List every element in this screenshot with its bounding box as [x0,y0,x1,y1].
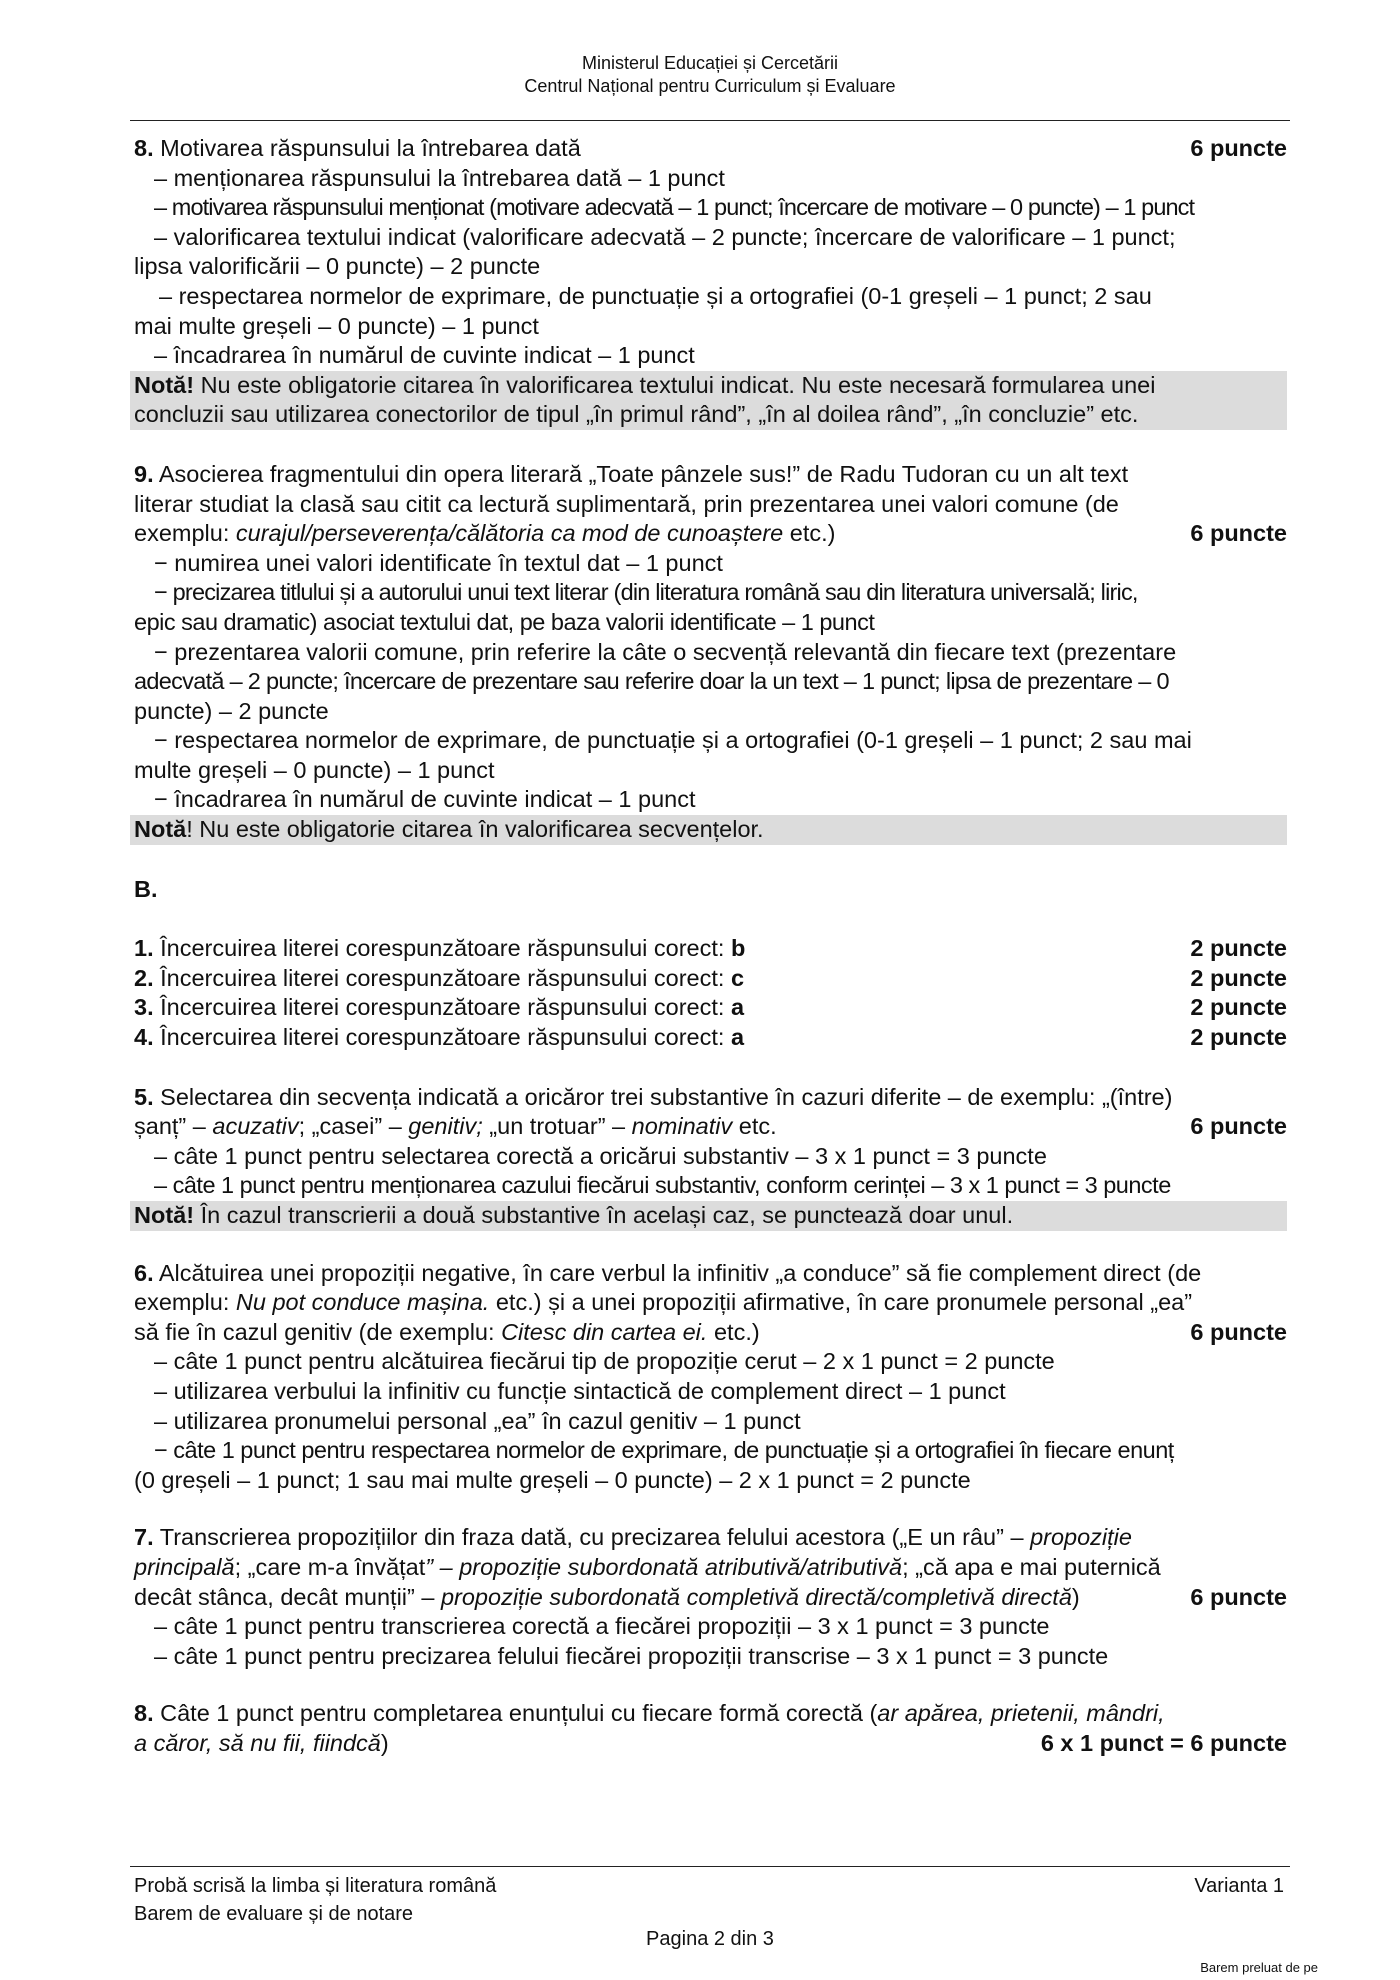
criterion: – încadrarea în numărul de cuvinte indicat – 1 punct [154,342,695,369]
source-note: Barem preluat de pe [1200,1960,1318,1975]
item-8a-title-row [134,134,1287,164]
b-item: 3. Încercuirea literei corespunzătoare răspunsului corect: a 2 puncte [134,993,1287,1023]
header-ministry: Ministerul Educației și Cercetării [581,53,839,73]
page-header [0,52,1400,98]
item-5: 5. Selectarea din secvența indicată a oricăror trei substantive în cazuri diferite – de exemplu: „(între) șanț” – acuzativ; „casei” – genitiv; „un trotuar” – nominativ etc. 6 puncte – câte 1 punct pentru selectarea corectă a oricărui substantiv – 3 x 1 punct = 3 puncte – câte 1 punct pentru menționarea cazului fiecărui substantiv, conform cerinței – 3 x 1 punct = 3 puncte Notă! În cazul transcrierii a două substantive în același caz, se punctează doar unul. [134,1083,1287,1231]
footer-divider [130,1866,1290,1867]
note-text: concluzii sau utilizarea conectorilor de tipul „în primul rând”, „în al doilea rând”, „în concluzie” etc. [134,401,1139,428]
item-number: 5. [134,1083,154,1110]
criterion-continuation: puncte) – 2 puncte [134,697,329,724]
note-block [130,371,1287,430]
item-points: 2 puncte [1190,935,1287,962]
b-item: 4. Încercuirea literei corespunzătoare răspunsului corect: a 2 puncte [134,1023,1287,1053]
criterion-continuation: lipsa valorificării – 0 puncte) – 2 puncte [134,253,541,280]
item-number: 8. [134,135,154,161]
item-points: 2 puncte [1190,994,1287,1021]
item-points: 6 puncte [1190,1113,1287,1140]
item-number: 8. [134,1700,154,1727]
section-b-title: B. [134,875,158,902]
criterion-continuation: adecvată – 2 puncte; încercare de prezentare sau referire doar la un text – 1 punct; lipsa de prezentare – 0 [134,668,1169,695]
criterion: − numirea unei valori identificate în textul dat – 1 punct [154,549,723,576]
footer [134,1872,1284,1928]
b-item: 1. Încercuirea literei corespunzătoare răspunsului corect: b 2 puncte [134,934,1287,964]
item-9: 9. Asocierea fragmentului din opera literară „Toate pânzele sus!” de Radu Tudoran cu un alt text literar studiat la clasă sau citit ca lectură suplimentară, prin prezentarea unei valori comune (de exemplu: curajul/perseverența/călătoria ca mod de cunoaștere etc.) 6 puncte − numirea unei valori identificate în textul dat – 1 punct − precizarea titlului și a autorului unui text literar (din literatura română sau din literatura universală; liric, epic sau dramatic) asociat textului dat, pe baza valorii identificate – 1 punct − prezentarea valorii comune, prin referire la câte o secvență relevantă din fiecare text (prezentare adecvată – 2 puncte; încercare de prezentare sau referire doar la un text – 1 punct; lipsa de prezentare – 0 puncte) – 2 puncte − respectarea normelor de exprimare, de punctuație și a ortografiei (0-1 greșeli – 1 punct; 2 sau mai multe greșeli – 0 puncte) – 1 punct − încadrarea în numărul de cuvinte indicat – 1 punct Notă! Nu este obligatorie citarea în valorificarea secvențelor. [134,460,1287,845]
item-points: 6 puncte [1190,135,1287,161]
item-8a [134,134,1287,430]
criterion: − prezentarea valorii comune, prin referire la câte o secvență relevantă din fiecare text (prezentare [154,638,1177,665]
criterion-continuation: (0 greșeli – 1 punct; 1 sau mai multe greșeli – 0 puncte) – 2 x 1 punct = 2 puncte [134,1466,971,1493]
item-7: 7. Transcrierea propozițiilor din fraza dată, cu precizarea felului acestora („E un râu” – propoziție principală; „care m-a învățat” – propoziție subordonată atributivă/atributivă; „că apa e mai puternică decât stânca, decât munții” – propoziție subordonată completivă directă/completivă directă) 6 puncte – câte 1 punct pentru transcrierea corectă a fiecărei propoziții – 3 x 1 punct = 3 puncte – câte 1 punct pentru precizarea felului fiecărei propoziții transcrise – 3 x 1 punct = 3 puncte [134,1523,1287,1671]
note-label: Notă! [134,371,195,398]
document-body [134,134,1287,1759]
item-points: 2 puncte [1190,964,1287,991]
criterion: – câte 1 punct pentru selectarea corectă a oricărui substantiv – 3 x 1 punct = 3 puncte [154,1142,1047,1169]
item-points: 6 x 1 punct = 6 puncte [1040,1729,1287,1756]
header-divider [130,120,1290,121]
criterion: – valorificarea textului indicat (valorificare adecvată – 2 puncte; încercare de valorificare – 1 punct; [154,223,1176,250]
b-item: 2. Încercuirea literei corespunzătoare răspunsului corect: c 2 puncte [134,964,1287,994]
page-number: Pagina 2 din 3 [646,1928,774,1950]
note-block [130,815,1287,845]
criterion: – câte 1 punct pentru precizarea felului fiecărei propoziții transcrise – 3 x 1 punct = 3 puncte [154,1642,1109,1669]
criterion: – utilizarea pronumelui personal „ea” în cazul genitiv – 1 punct [154,1407,801,1434]
item-title: Motivarea răspunsului la întrebarea dată [160,135,581,161]
criterion: – menționarea răspunsului la întrebarea dată – 1 punct [154,164,725,191]
answer-letter: a [730,1024,745,1051]
item-number: 7. [134,1524,154,1551]
note-text: Nu este obligatorie citarea în valorificarea textului indicat. Nu este necesară formularea unei [194,371,1156,398]
item-number: 6. [134,1259,154,1286]
item-6: 6. Alcătuirea unei propoziții negative, în care verbul la infinitiv „a conduce” să fie complement direct (de exemplu: Nu pot conduce mașina. etc.) și a unei propoziții afirmative, în care pronumele personal „ea” să fie în cazul genitiv (de exemplu: Citesc din cartea ei. etc.) 6 puncte – câte 1 punct pentru alcătuirea fiecărui tip de propoziție cerut – 2 x 1 punct = 2 puncte – utilizarea verbului la infinitiv cu funcție sintactică de complement direct – 1 punct – utilizarea pronumelui personal „ea” în cazul genitiv – 1 punct − câte 1 punct pentru respectarea normelor de exprimare, de punctuație și a ortografiei în fiecare enunț (0 greșeli – 1 punct; 1 sau mai multe greșeli – 0 puncte) – 2 x 1 punct = 2 puncte [134,1259,1287,1496]
item-points: 6 puncte [1190,520,1287,547]
criterion-continuation: mai multe greșeli – 0 puncte) – 1 punct [134,312,539,339]
criterion: – utilizarea verbului la infinitiv cu funcție sintactică de complement direct – 1 punct [154,1377,1006,1404]
criterion: – câte 1 punct pentru menționarea cazului fiecărui substantiv, conform cerinței – 3 x 1 punct = 3 puncte [154,1172,1171,1199]
footer-subject: Probă scrisă la limba și literatura română [134,1875,497,1897]
b-items-list [134,934,1287,1052]
criterion-continuation: epic sau dramatic) asociat textului dat, pe baza valorii identificate – 1 punct [134,608,875,635]
criterion: − încadrarea în numărul de cuvinte indicat – 1 punct [154,786,696,813]
answer-letter: a [730,994,745,1021]
note-text: ! Nu este obligatorie citarea în valorificarea secvențelor. [186,816,764,843]
criterion: – motivarea răspunsului menționat (motivare adecvată – 1 punct; încercare de motivare – 0 puncte) – 1 punct [154,194,1195,221]
item-points: 6 puncte [1190,1318,1287,1345]
answer-letter: c [730,964,745,991]
header-center: Centrul Național pentru Curriculum și Evaluare [524,76,896,96]
criterion-continuation: multe greșeli – 0 puncte) – 1 punct [134,756,495,783]
item-points: 2 puncte [1190,1024,1287,1051]
item-number: 9. [134,460,154,487]
note-block [130,1201,1287,1231]
criterion: – câte 1 punct pentru transcrierea corectă a fiecărei propoziții – 3 x 1 punct = 3 puncte [154,1613,1050,1640]
item-8b: 8. Câte 1 punct pentru completarea enunțului cu fiecare formă corectă (ar apărea, prietenii, mândri, a căror, să nu fii, fiindcă) 6 x 1 punct = 6 puncte [134,1699,1287,1758]
item-points: 6 puncte [1190,1583,1287,1610]
criterion: − precizarea titlului și a autorului unui text literar (din literatura română sau din literatura universală; liric, [154,579,1138,606]
answer-letter: b [730,935,746,962]
footer-variant: Varianta 1 [1194,1875,1284,1897]
criterion: – câte 1 punct pentru alcătuirea fiecărui tip de propoziție cerut – 2 x 1 punct = 2 puncte [154,1348,1055,1375]
criterion: − respectarea normelor de exprimare, de punctuație și a ortografiei (0-1 greșeli – 1 punct; 2 sau mai [154,727,1192,754]
note-label: Notă [134,816,187,843]
note-text: În cazul transcrierii a două substantive în același caz, se punctează doar unul. [194,1202,1014,1228]
footer-doc-type: Barem de evaluare și de notare [134,1903,414,1925]
note-label: Notă! [134,1202,195,1228]
criterion: – respectarea normelor de exprimare, de punctuație și a ortografiei (0-1 greșeli – 1 punct; 2 sau [159,282,1152,309]
criterion: − câte 1 punct pentru respectarea normelor de exprimare, de punctuație și a ortografiei în fiecare enunț [154,1437,1174,1464]
